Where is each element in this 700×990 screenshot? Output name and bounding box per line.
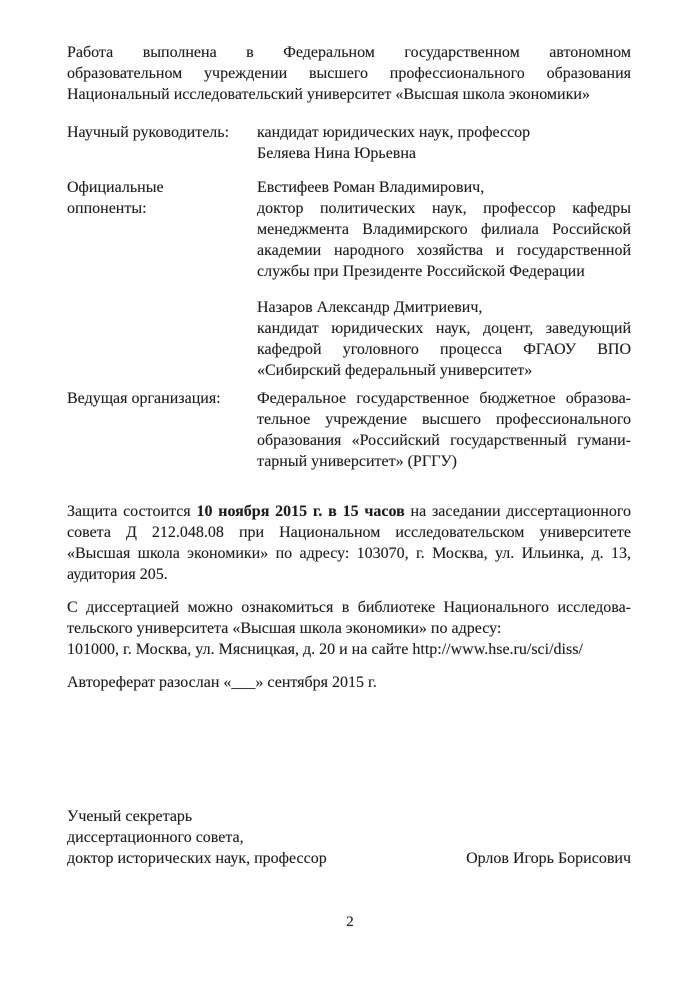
supervisor-degree: кандидат юридических наук, профессор <box>257 124 531 141</box>
opponent-first-line-2: доктор политических наук, профессор кафедры <box>257 200 631 217</box>
opponent-second <box>257 297 631 381</box>
defense-line-4: аудитория 205. <box>67 566 168 583</box>
signature-line-1: Ученый секретарь <box>67 808 193 825</box>
leading-org-label-text: Ведущая организация: <box>67 390 221 407</box>
opponents-label-line-2: оппоненты: <box>67 200 147 217</box>
leading-org-line-4: тарный университет» (РГГУ) <box>257 453 457 470</box>
opponent-second-line-4: «Сибирский федеральный университет» <box>257 362 533 379</box>
opponent-first-line-4: академии народного хозяйства и государственной <box>257 242 631 259</box>
signature-block <box>67 806 631 869</box>
opponent-first-line-3: менеджмента Владимирского филиала Российской <box>257 221 631 238</box>
leading-org-line-2: тельное учреждение высшего профессионального <box>257 411 631 428</box>
opponents-label-line-1: Официальные <box>67 179 164 196</box>
leading-org-label <box>67 388 253 409</box>
defense-line-1-suffix: на заседании диссертационного <box>404 503 631 520</box>
defense-line-2: совета Д 212.048.08 при Национальном исследовательском университете <box>67 524 631 541</box>
leading-org-line-3: образования «Российский государственный гумани- <box>257 432 631 449</box>
intro-paragraph <box>67 42 631 105</box>
intro-line-2: образовательном учреждении высшего профессионального образования <box>67 65 631 82</box>
secretary-name: Орлов Игорь Борисович <box>466 850 631 867</box>
defense-line-1-prefix: Защита состоится <box>67 503 197 520</box>
opponent-first <box>257 177 631 282</box>
opponent-second-line-2: кандидат юридических наук, доцент, заведующий <box>257 320 631 337</box>
defense-line-3: «Высшая школа экономики» по адресу: 103070, г. Москва, ул. Ильинка, д. 13, <box>67 545 631 562</box>
signature-line-3: доктор исторических наук, профессор <box>67 850 327 867</box>
abstract-sent-line <box>67 672 631 693</box>
intro-line-3: Национальный исследовательский университет «Высшая школа экономики» <box>67 86 590 103</box>
leading-org-value <box>257 388 631 472</box>
signature-line-2: диссертационного совета, <box>67 829 244 846</box>
supervisor-value <box>257 122 631 164</box>
supervisor-name: Беляева Нина Юрьевна <box>257 145 417 162</box>
library-line-1: С диссертацией можно ознакомиться в библиотеке Национального исследова- <box>67 599 631 616</box>
opponent-second-name: Назаров Александр Дмитриевич, <box>257 299 483 316</box>
defense-line-1 <box>67 501 631 522</box>
opponent-first-line-5: службы при Президенте Российской Федерации <box>257 263 585 280</box>
abstract-sent-text: Автореферат разослан «___» сентября 2015 г. <box>67 674 377 691</box>
library-line-3: 101000, г. Москва, ул. Мясницкая, д. 20 и на сайте http://www.hse.ru/sci/diss/ <box>67 641 583 658</box>
opponent-first-name: Евстифеев Роман Владимирович, <box>257 179 485 196</box>
opponent-second-line-3: кафедрой уголовного процесса ФГАОУ ВПО <box>257 341 631 358</box>
opponents-label <box>67 177 253 219</box>
page-number: 2 <box>346 914 354 930</box>
supervisor-label <box>67 122 253 143</box>
supervisor-label-text: Научный руководитель: <box>67 124 230 141</box>
library-line-2: тельского университета «Высшая школа экономики» по адресу: <box>67 620 502 637</box>
intro-line-1: Работа выполнена в Федеральном государственном автономном <box>67 44 631 61</box>
leading-org-line-1: Федеральное государственное бюджетное образова- <box>257 390 631 407</box>
defense-date-bold: 10 ноября 2015 г. в 15 часов <box>196 503 405 520</box>
library-paragraph <box>67 597 631 660</box>
defense-paragraph <box>67 501 631 585</box>
